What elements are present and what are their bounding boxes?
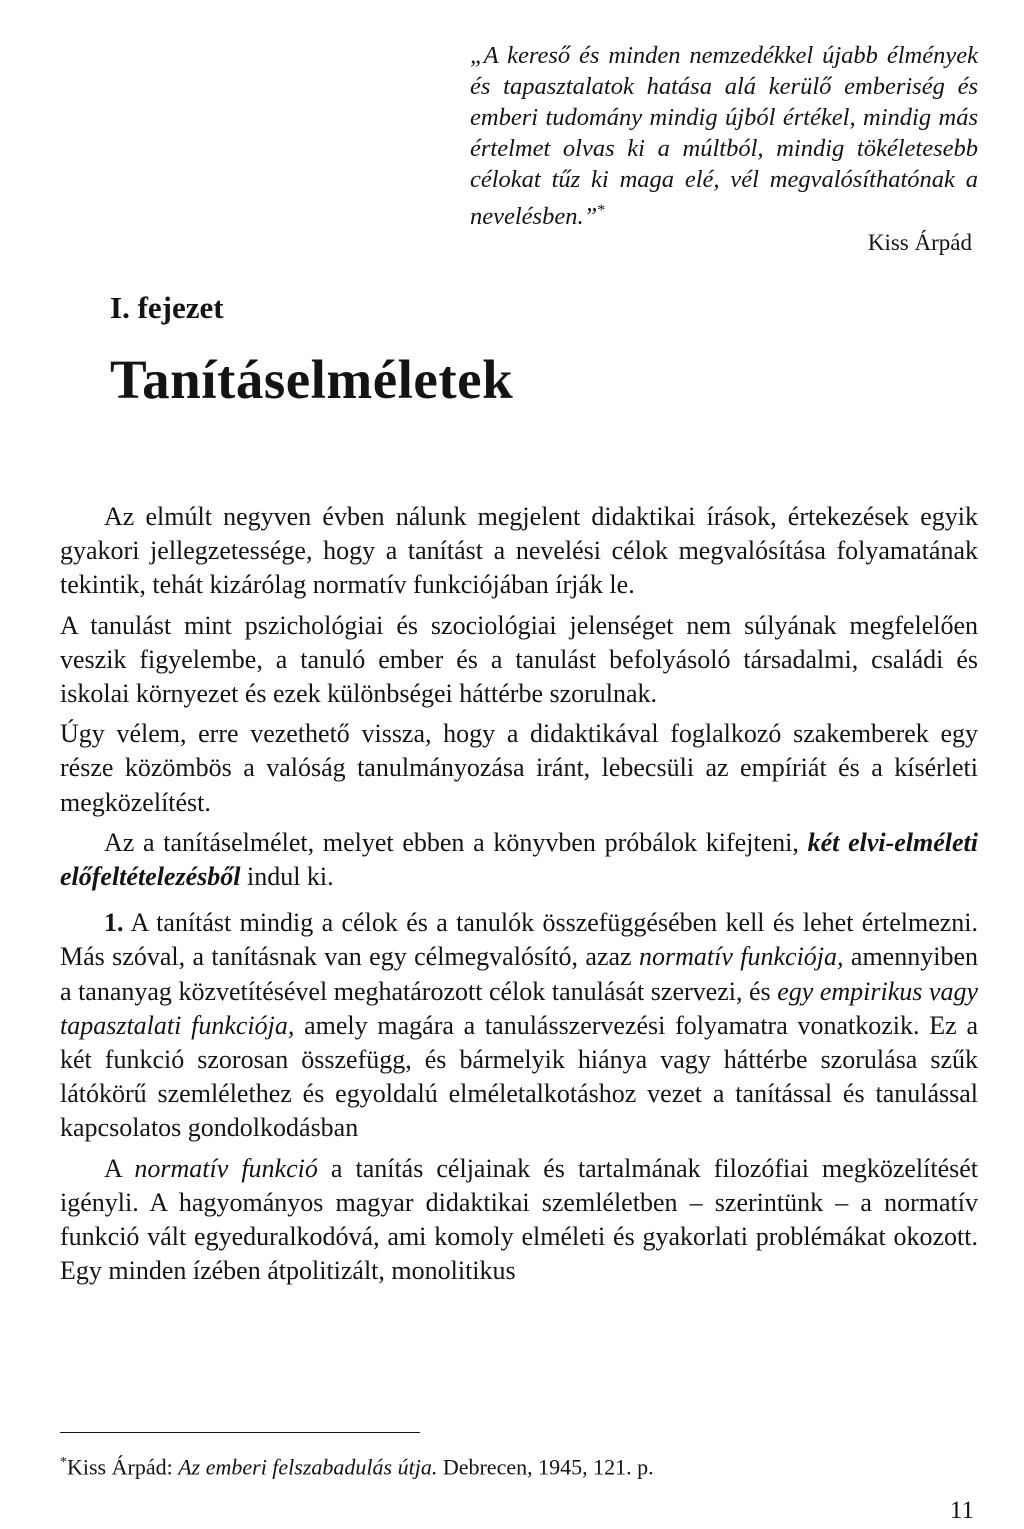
paragraph-5-emphasis-b: normatív funkciója, — [638, 942, 844, 972]
footnote-author: Kiss Árpád: — [67, 1454, 173, 1480]
page-number: 11 — [949, 1497, 974, 1524]
paragraph-4-emphasis: két elvi-elméleti előfeltételezésből — [60, 827, 979, 892]
paragraph-5-number: 1. — [104, 908, 124, 938]
epigraph-author: Kiss Árpád — [867, 230, 972, 255]
paragraph-5-text-c: amennyiben a tananyag közvetítésével meghatározott célok tanulását szervezi, és — [60, 942, 978, 1006]
paragraph-5-emphasis-d: egy empirikus vagy tapasztalati funkciója, — [60, 976, 979, 1040]
paragraph-4-text-a: Az a tanításelmélet, melyet ebben a könyvben próbálok kifejteni, — [104, 827, 799, 857]
chapter-number: I. fejezet — [110, 290, 224, 325]
footnote-marker: * — [60, 1455, 67, 1470]
epigraph-quote — [470, 40, 978, 232]
footnote-publication: Debrecen, 1945, 121. p. — [442, 1454, 654, 1480]
paragraph-6-emphasis: normatív funkció — [134, 1153, 318, 1183]
paragraph-5-text-e: amely magára a tanulásszervezési folyamatra vonatkozik. Ez a két funkció szorosan összefügg, és bármelyik hiánya vagy háttérbe szorulása szűk látókörű szemlélethez és egyoldalú elméletalkotáshoz vezet a tanítással és tanulással kapcsolatos gondolkodásban — [60, 1010, 978, 1143]
chapter-title: Tanításelméletek — [110, 349, 514, 410]
paragraph-3 — [60, 717, 978, 820]
epigraph-text: „A kereső és minden nemzedékkel újabb élmények és tapasztalatok hatása alá kerülő emberiség és emberi tudomány mindig újból értékel, mindig más értelmet olvas ki a múltból, mindig tökéletesebb célokat tűz ki maga elé, vél megvalósíthatónak a nevelésben.” — [470, 42, 978, 231]
paragraph-2-text: A tanulást mint pszichológiai és szociológiai jelenséget nem súlyának megfelelően veszik figyelembe, a tanuló ember és a tanulást befolyásoló társadalmi, családi és iskolai környezet és ezek különbségei háttérbe szorulnak. — [60, 610, 978, 709]
paragraph-6-text-c: a tanítás céljainak és tartalmának filozófiai megközelítését igényli. A hagyományos magyar didaktikai szemléletben – szerintünk – a normatív funkció vált egyeduralkodóvá, ami komoly elméleti és gyakorlati problémákat okozott. Egy minden ízében átpolitizált, monolitikus — [60, 1153, 978, 1286]
paragraph-5 — [60, 906, 978, 1145]
epigraph-footnote-marker: * — [597, 202, 606, 219]
footnote — [60, 1449, 654, 1481]
paragraph-3-text: Úgy vélem, erre vezethető vissza, hogy a didaktikával foglalkozó szakemberek egy része közömbös a valóság tanulmányozása iránt, lebecsüli az empíriát és a kísérleti megközelítést. — [60, 719, 978, 817]
paragraph-1 — [60, 500, 978, 603]
body-text — [60, 500, 978, 1294]
paragraph-4-text-c: indul ki. — [246, 862, 334, 892]
paragraph-1-text: Az elmúlt negyven évben nálunk megjelent didaktikai írások, értekezések egyik gyakori jellegzetessége, hogy a tanítást a nevelési célok megvalósítása folyamatának tekintik, tehát kizárólag normatív funkciójában írják le. — [60, 502, 978, 600]
paragraph-5-text-a: A tanítást mindig a célok és a tanulók összefüggésében kell és lehet értelmezni. Más szóval, a tanításnak van egy célmegvalósító, azaz — [60, 908, 978, 972]
paragraph-2 — [60, 609, 978, 712]
paragraph-4 — [60, 826, 978, 894]
paragraph-6 — [60, 1152, 978, 1289]
footnote-book-title: Az emberi felszabadulás útja. — [178, 1454, 438, 1480]
footnote-divider — [60, 1432, 420, 1433]
paragraph-6-text-a: A — [104, 1153, 122, 1183]
